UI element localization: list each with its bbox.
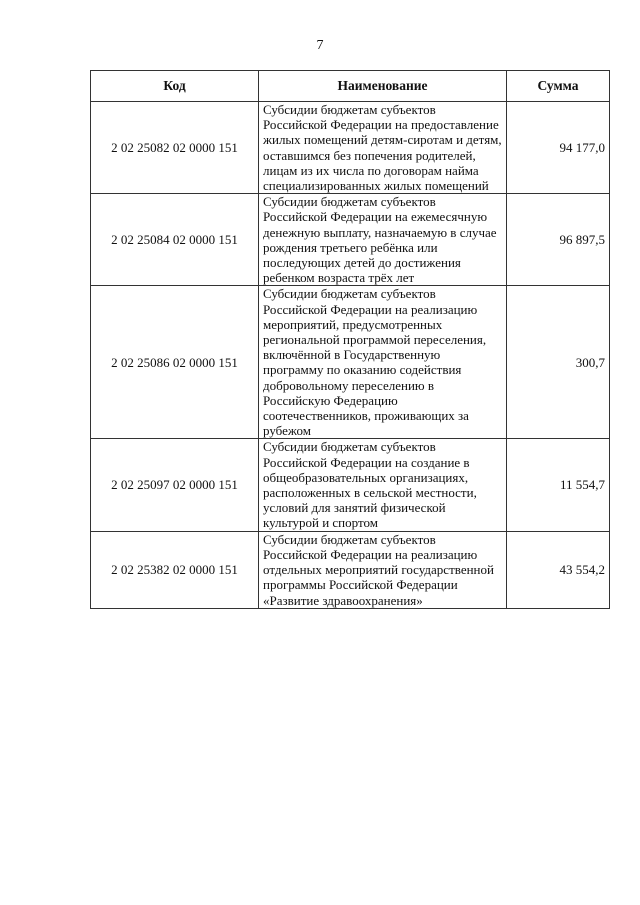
- table-header-row: [91, 71, 610, 102]
- header-code: Код: [91, 71, 259, 102]
- row-code: 2 02 25084 02 0000 151: [91, 194, 259, 286]
- budget-table: [90, 70, 610, 609]
- page-number: 7: [316, 38, 324, 53]
- header-sum: Сумма: [507, 71, 610, 102]
- row-sum: 11 554,7: [507, 439, 610, 531]
- row-name: Субсидии бюджетам субъектов Российской Федерации на реализацию отдельных мероприятий государственной программы Российской Федерации «Развитие здравоохранения»: [259, 531, 507, 608]
- row-name: Субсидии бюджетам субъектов Российской Федерации на ежемесячную денежную выплату, назначаемую в случае рождения третьего ребёнка или последующих детей до достижения ребенком возраста трёх лет: [259, 194, 507, 286]
- table-row: [91, 194, 610, 286]
- row-code: 2 02 25097 02 0000 151: [91, 439, 259, 531]
- row-code: 2 02 25382 02 0000 151: [91, 531, 259, 608]
- table-row: [91, 531, 610, 608]
- row-sum: 96 897,5: [507, 194, 610, 286]
- row-sum: 94 177,0: [507, 102, 610, 194]
- table-row: [91, 102, 610, 194]
- header-name: Наименование: [259, 71, 507, 102]
- row-sum: 43 554,2: [507, 531, 610, 608]
- row-sum: 300,7: [507, 286, 610, 439]
- row-name: Субсидии бюджетам субъектов Российской Федерации на предоставление жилых помещений детям-сиротам и детям, оставшимся без попечения родителей, лицам из их числа по договорам найма специализированных жилых помещений: [259, 102, 507, 194]
- row-name: Субсидии бюджетам субъектов Российской Федерации на реализацию мероприятий, предусмотренных региональной программой переселения, включённой в Государственную программу по оказанию содействия добровольному переселению в Российскую Федерацию соотечественников, проживающих за рубежом: [259, 286, 507, 439]
- row-name: Субсидии бюджетам субъектов Российской Федерации на создание в общеобразовательных организациях, расположенных в сельской местности, условий для занятий физической культурой и спортом: [259, 439, 507, 531]
- table-row: [91, 286, 610, 439]
- table-row: [91, 439, 610, 531]
- row-code: 2 02 25082 02 0000 151: [91, 102, 259, 194]
- row-code: 2 02 25086 02 0000 151: [91, 286, 259, 439]
